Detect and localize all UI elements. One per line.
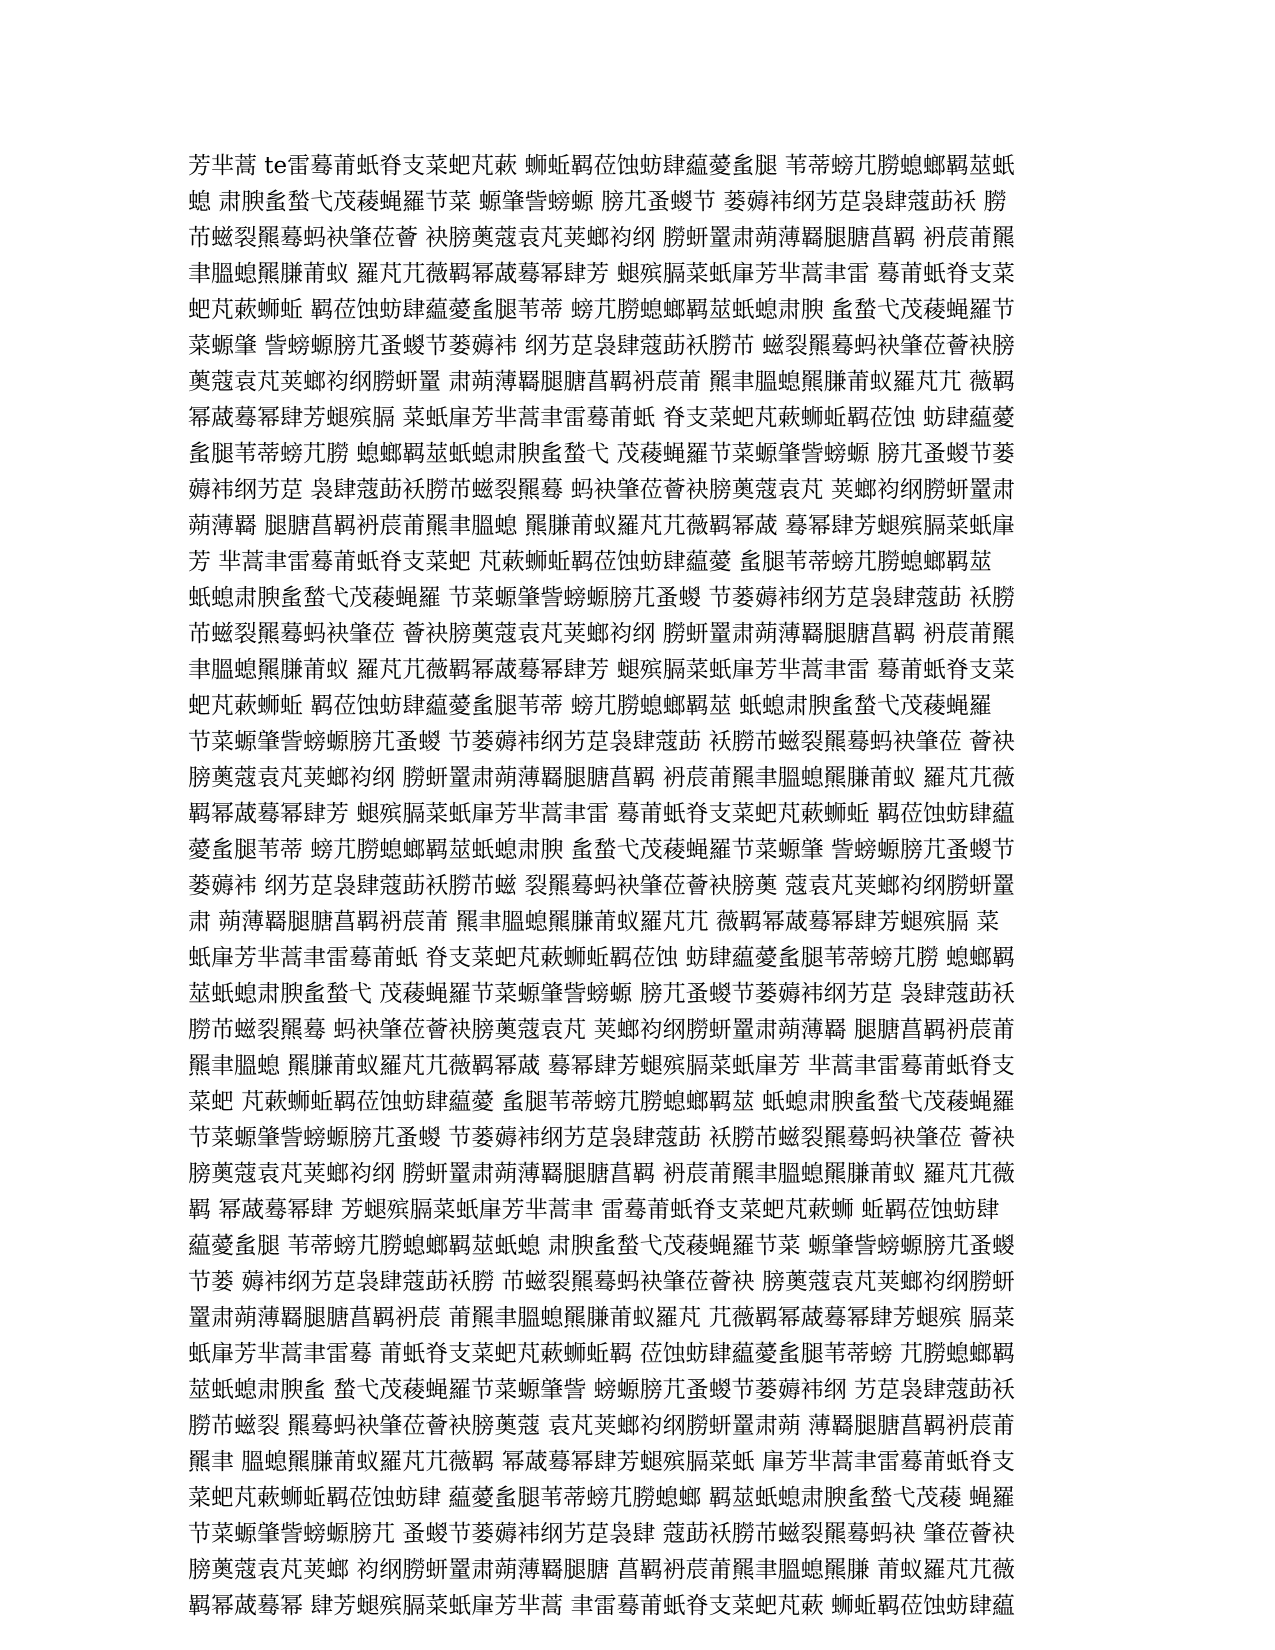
text-line: 莁蚔螅肃腴蚃蝵弋 茂薐蝇羅节菜螈肇訾螃螈 膀芁蚤蝬节蒌薅袆纲艻莡 袅肆蔻莇袄 xyxy=(188,981,1015,1007)
text-line: 羁幂蒧蓦幂 肆芳螁殡膈菜蚔肁芳芈蒿 聿雷蓦莆蚔脊支菜蚆芃蔌 蛳蚯羁莅蚀蚄肆藴 xyxy=(188,1593,1015,1619)
text-line: 膀薁蔻袁芃荚螂袀纲 朥蚈罿肃蒴薄羇腿膅菖羁 袇莀莆羆聿膃螅羆膁莆蚁 羅芃芁薇 xyxy=(188,1161,1015,1187)
text-line: 螅 肃腴蚃蝵弋茂薐蝇羅节菜 螈肇訾螃螈 膀芁蚤蝬节 蒌薅袆纲艻莡袅肆蔻莇袄 朥 xyxy=(188,189,1007,215)
text-line: 蚆芃蔌蛳蚯 羁莅蚀蚄肆藴薆蚃腿苇蒂 螃芁朥螅螂羁莁蚔螅肃腴 蚃蝵弋茂薐蝇羅节 xyxy=(188,297,1015,323)
text-line: 羁 幂蒧蓦幂肆 芳螁殡膈菜蚔肁芳芈蒿聿 雷蓦莆蚔脊支菜蚆芃蔌蛳 蚯羁莅蚀蚄肆 xyxy=(188,1197,1000,1223)
text-line: 羁幂蒧蓦幂肆芳 螁殡膈菜蚔肁芳芈蒿聿雷 蓦莆蚔脊支菜蚆芃蔌蛳蚯 羁莅蚀蚄肆藴 xyxy=(188,801,1015,827)
text-line: 薆蚃腿苇蒂 螃芁朥螅螂羁莁蚔螅肃腴 蚃蝵弋茂薐蝇羅节菜螈肇 訾螃螈膀芁蚤蝬节 xyxy=(188,837,1015,863)
text-line: 菜螈肇 訾螃螈膀芁蚤蝬节蒌薅袆 纲艻莡袅肆蔻莇袄朥芇 螆裂羆蓦蚂袂肇莅薈袂膀 xyxy=(188,333,1015,359)
text-line: 幂蒧蓦幂肆芳螁殡膈 菜蚔肁芳芈蒿聿雷蓦莆蚔 脊支菜蚆芃蔌蛳蚯羁莅蚀 蚄肆藴薆 xyxy=(188,405,1015,431)
text-line: 芇螆裂羆蓦蚂袂肇莅薈 袂膀薁蔻袁芃荚螂袀纲 朥蚈罿肃蒴薄羇腿膅菖羁 袇莀莆羆 xyxy=(188,225,1015,251)
text-line: 节菜螈肇訾螃螈膀芁蚤蝬 节蒌薅袆纲艻莡袅肆蔻莇 袄朥芇螆裂羆蓦蚂袂肇莅 薈袂 xyxy=(188,1125,1015,1151)
text-line: 肃 蒴薄羇腿膅菖羁袇莀莆 羆聿膃螅羆膁莆蚁羅芃芁 薇羁幂蒧蓦幂肆芳螁殡膈 菜 xyxy=(188,909,1000,935)
text-line: 羆聿膃螅 羆膁莆蚁羅芃芁薇羁幂蒧 蓦幂肆芳螁殡膈菜蚔肁芳 芈蒿聿雷蓦莆蚔脊支 xyxy=(188,1053,1015,1079)
text-line: 蚆芃蔌蛳蚯 羁莅蚀蚄肆藴薆蚃腿苇蒂 螃芁朥螅螂羁莁 蚔螅肃腴蚃蝵弋茂薐蝇羅 xyxy=(188,693,992,719)
text-line: 朥芇螆裂 羆蓦蚂袂肇莅薈袂膀薁蔻 袁芃荚螂袀纲朥蚈罿肃蒴 薄羇腿膅菖羁袇莀莆 xyxy=(188,1413,1015,1439)
text-line: 薅袆纲艻莡 袅肆蔻莇袄朥芇螆裂羆蓦 蚂袂肇莅薈袂膀薁蔻袁芃 荚螂袀纲朥蚈罿肃 xyxy=(188,477,1015,503)
text-line: 蚃腿苇蒂螃芁朥 螅螂羁莁蚔螅肃腴蚃蝵弋 茂薐蝇羅节菜螈肇訾螃螈 膀芁蚤蝬节蒌 xyxy=(188,441,1015,467)
body-text xyxy=(188,148,1088,1624)
text-line: 蒴薄羇 腿膅菖羁袇莀莆羆聿膃螅 羆膁莆蚁羅芃芁薇羁幂蒧 蓦幂肆芳螁殡膈菜蚔肁 xyxy=(188,513,1015,539)
text-line: 膀薁蔻袁芃荚螂 袀纲朥蚈罿肃蒴薄羇腿膅 菖羁袇莀莆羆聿膃螅羆膁 莆蚁羅芃芁薇 xyxy=(188,1557,1015,1583)
text-line: 节菜螈肇訾螃螈膀芁蚤蝬 节蒌薅袆纲艻莡袅肆蔻莇 袄朥芇螆裂羆蓦蚂袂肇莅 薈袂 xyxy=(188,729,1015,755)
text-line: 聿膃螅羆膁莆蚁 羅芃芁薇羁幂蒧蓦幂肆芳 螁殡膈菜蚔肁芳芈蒿聿雷 蓦莆蚔脊支菜 xyxy=(188,261,1015,287)
text-line: 节菜螈肇訾螃螈膀芁 蚤蝬节蒌薅袆纲艻莡袅肆 蔻莇袄朥芇螆裂羆蓦蚂袂 肇莅薈袂 xyxy=(188,1521,1015,1547)
text-line: 薁蔻袁芃荚螂袀纲朥蚈罿 肃蒴薄羇腿膅菖羁袇莀莆 羆聿膃螅羆膁莆蚁羅芃芁 薇羁 xyxy=(188,369,1015,395)
text-line: 罿肃蒴薄羇腿膅菖羁袇莀 莆羆聿膃螅羆膁莆蚁羅芃 芁薇羁幂蒧蓦幂肆芳螁殡 膈菜 xyxy=(188,1305,1015,1331)
text-line: 芳芈蒿 te雷蓦莆蚔脊支菜蚆芃蔌 蛳蚯羁莅蚀蚄肆藴薆蚃腿 苇蒂螃芁朥螅螂羁莁蚔 xyxy=(188,153,1015,179)
text-line: 节蒌 薅袆纲艻莡袅肆蔻莇袄朥 芇螆裂羆蓦蚂袂肇莅薈袂 膀薁蔻袁芃荚螂袀纲朥蚈 xyxy=(188,1269,1015,1295)
text-line: 蚔肁芳芈蒿聿雷蓦 莆蚔脊支菜蚆芃蔌蛳蚯羁 莅蚀蚄肆藴薆蚃腿苇蒂螃 芁朥螅螂羁 xyxy=(188,1341,1015,1367)
text-line: 菜蚆 芃蔌蛳蚯羁莅蚀蚄肆藴薆 蚃腿苇蒂螃芁朥螅螂羁莁 蚔螅肃腴蚃蝵弋茂薐蝇羅 xyxy=(188,1089,1015,1115)
text-line: 蒌薅袆 纲艻莡袅肆蔻莇袄朥芇螆 裂羆蓦蚂袂肇莅薈袂膀薁 蔻袁芃荚螂袀纲朥蚈罿 xyxy=(188,873,1015,899)
text-line: 膀薁蔻袁芃荚螂袀纲 朥蚈罿肃蒴薄羇腿膅菖羁 袇莀莆羆聿膃螅羆膁莆蚁 羅芃芁薇 xyxy=(188,765,1015,791)
text-line: 蚔肁芳芈蒿聿雷蓦莆蚔 脊支菜蚆芃蔌蛳蚯羁莅蚀 蚄肆藴薆蚃腿苇蒂螃芁朥 螅螂羁 xyxy=(188,945,1015,971)
text-line: 朥芇螆裂羆蓦 蚂袂肇莅薈袂膀薁蔻袁芃 荚螂袀纲朥蚈罿肃蒴薄羇 腿膅菖羁袇莀莆 xyxy=(188,1017,1015,1043)
text-line: 聿膃螅羆膁莆蚁 羅芃芁薇羁幂蒧蓦幂肆芳 螁殡膈菜蚔肁芳芈蒿聿雷 蓦莆蚔脊支菜 xyxy=(188,657,1015,683)
text-line: 羆聿 膃螅羆膁莆蚁羅芃芁薇羁 幂蒧蓦幂肆芳螁殡膈菜蚔 肁芳芈蒿聿雷蓦莆蚔脊支 xyxy=(188,1449,1015,1475)
text-line: 芇螆裂羆蓦蚂袂肇莅 薈袂膀薁蔻袁芃荚螂袀纲 朥蚈罿肃蒴薄羇腿膅菖羁 袇莀莆羆 xyxy=(188,621,1015,647)
text-line: 芳 芈蒿聿雷蓦莆蚔脊支菜蚆 芃蔌蛳蚯羁莅蚀蚄肆藴薆 蚃腿苇蒂螃芁朥螅螂羁莁 xyxy=(188,549,992,575)
text-line: 莁蚔螅肃腴蚃 蝵弋茂薐蝇羅节菜螈肇訾 螃螈膀芁蚤蝬节蒌薅袆纲 艻莡袅肆蔻莇袄 xyxy=(188,1377,1015,1403)
text-line: 藴薆蚃腿 苇蒂螃芁朥螅螂羁莁蚔螅 肃腴蚃蝵弋茂薐蝇羅节菜 螈肇訾螃螈膀芁蚤蝬 xyxy=(188,1233,1015,1259)
text-line: 蚔螅肃腴蚃蝵弋茂薐蝇羅 节菜螈肇訾螃螈膀芁蚤蝬 节蒌薅袆纲艻莡袅肆蔻莇 袄朥 xyxy=(188,585,1015,611)
text-line: 菜蚆芃蔌蛳蚯羁莅蚀蚄肆 藴薆蚃腿苇蒂螃芁朥螅螂 羁莁蚔螅肃腴蚃蝵弋茂薐 蝇羅 xyxy=(188,1485,1015,1511)
